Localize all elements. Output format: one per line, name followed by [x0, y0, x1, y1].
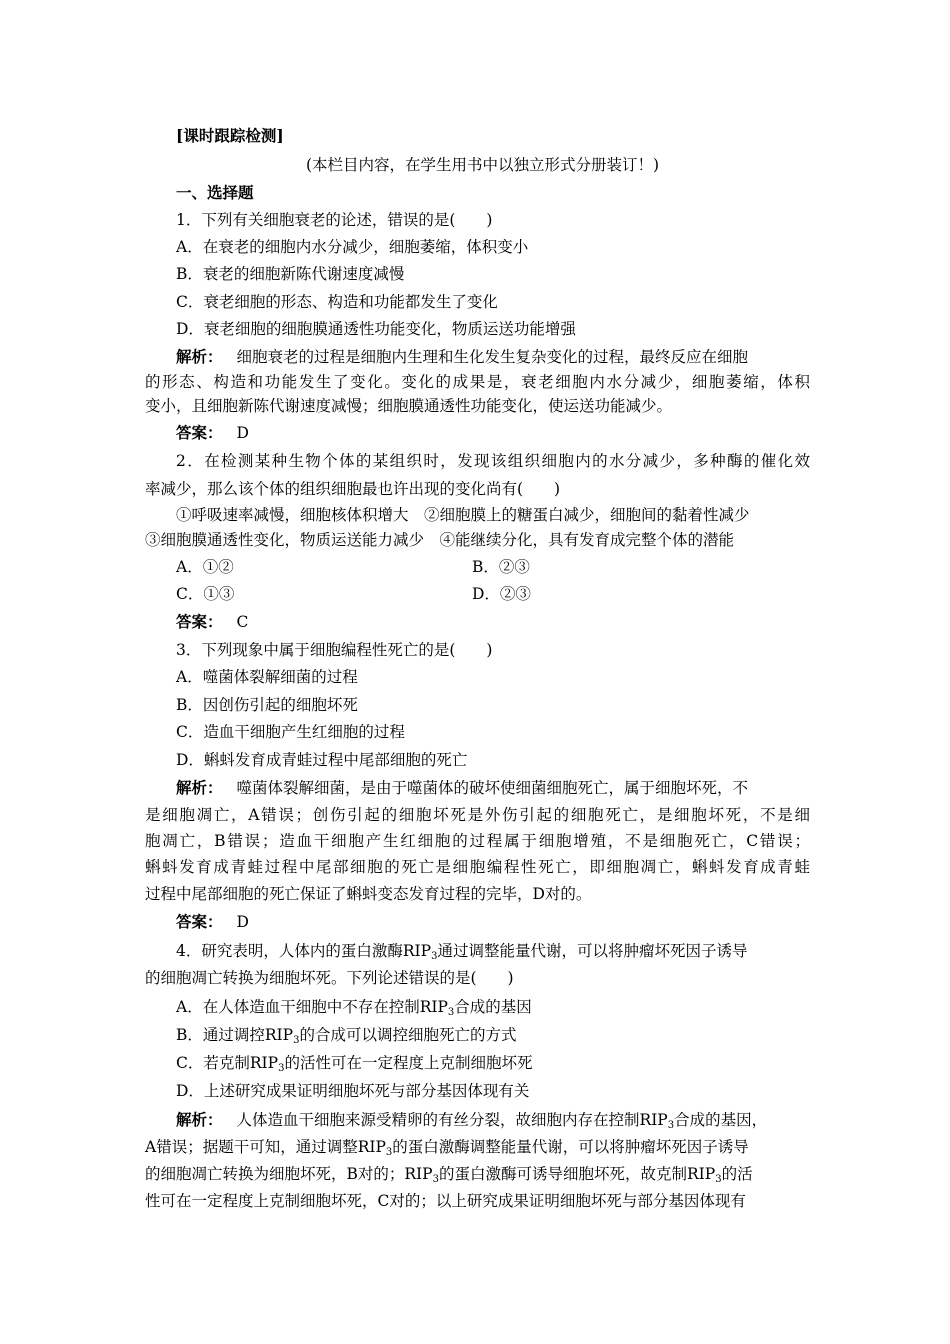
q3-stem: 3．下列现象中属于细胞编程性死亡的是( ) — [176, 641, 493, 659]
q3-option-d: D．蝌蚪发育成青蛙过程中尾部细胞的死亡 — [176, 751, 468, 769]
q4-option-a: A．在人体造血干细胞中不存在控制$RIP_3$合成的基因 — [176, 998, 532, 1018]
q4-option-b: B．通过调控$RIP_3$的合成可以调控细胞死亡的方式 — [176, 1026, 517, 1046]
q1-answer — [176, 423, 841, 443]
q4-analysis-line: 的细胞凋亡转换为细胞坏死，B对的；$RIP_3$的蛋白激酶可诱导细胞坏死，故克制$RIP_3$的活 — [145, 1165, 753, 1185]
q3-option-b: B．因创伤引起的细胞坏死 — [176, 696, 358, 714]
q1-analysis-line: 的形态、构造和功能发生了变化。变化的成果是，衰老细胞内水分减少，细胞萎缩，体积 — [145, 373, 810, 391]
worksheet-title: [课时跟踪检测] — [176, 126, 284, 145]
q4-option-d: D．上述研究成果证明细胞坏死与部分基因体现有关 — [176, 1082, 530, 1100]
analysis-label: 解析： — [176, 1110, 223, 1129]
q1-option-a: A．在衰老的细胞内水分减少，细胞萎缩，体积变小 — [176, 238, 529, 256]
answer-label: 答案： — [176, 912, 223, 931]
q2-option-a: A．①② — [176, 558, 234, 576]
q3-analysis-line: 胞凋亡，B错误；造血干细胞产生红细胞的过程属于细胞增殖，不是细胞死亡，C错误； — [145, 832, 810, 850]
q4-analysis-line: 解析： 人体造血干细胞来源受精卵的有丝分裂，故细胞内存在控制$RIP_3$合成的基因， — [176, 1110, 768, 1131]
analysis-label: 解析： — [176, 347, 223, 366]
q1-option-b: B．衰老的细胞新陈代谢速度减慢 — [176, 265, 405, 283]
answer-label: 答案： — [176, 423, 223, 442]
q2-option-b: B．②③ — [472, 558, 530, 576]
q3-answer — [176, 912, 841, 932]
q3-analysis-line: 蝌蚪发育成青蛙过程中尾部细胞的死亡是细胞编程性死亡，即细胞凋亡，蝌蚪发育成青蛙 — [145, 858, 810, 876]
q2-statement-item: ③细胞膜通透性变化，物质运送能力减少 ④能继续分化，具有发育成完整个体的潜能 — [145, 531, 735, 549]
q1-option-d: D．衰老细胞的细胞膜通透性功能变化，物质运送功能增强 — [176, 320, 576, 338]
q1-stem: 1．下列有关细胞衰老的论述，错误的是( ) — [176, 211, 493, 229]
binding-note: (本栏目内容，在学生用书中以独立形式分册装订！) — [306, 156, 660, 174]
q3-option-a: A．噬菌体裂解细菌的过程 — [176, 668, 358, 686]
q3-analysis-line: 是细胞凋亡，A错误；创伤引起的细胞坏死是外伤引起的细胞死亡，是细胞坏死，不是细 — [145, 806, 810, 824]
q4-stem: 4．研究表明，人体内的蛋白激酶$RIP_3$通过调整能量代谢，可以将肿瘤坏死因子诱导 — [176, 942, 748, 962]
q4-option-c: C．若克制$RIP_3$的活性可在一定程度上克制细胞坏死 — [176, 1054, 533, 1074]
q2-statement-item: ①呼吸速率减慢，细胞核体积增大 ②细胞膜上的糖蛋白减少，细胞间的黏着性减少 — [176, 506, 750, 524]
analysis-label: 解析： — [176, 778, 223, 797]
q3-answer-value: D — [236, 913, 249, 931]
q2-stem: 2．在检测某种生物个体的某组织时，发现该组织细胞内的水分减少，多种酶的催化效 — [176, 452, 810, 470]
q4-analysis-line: A错误；据题干可知，通过调整$RIP_3$的蛋白激酶调整能量代谢，可以将肿瘤坏死因子诱导 — [145, 1138, 749, 1158]
q1-option-c: C．衰老细胞的形态、构造和功能都发生了变化 — [176, 293, 498, 311]
q3-analysis-text: 噬菌体裂解细菌，是由于噬菌体的破坏使细菌细胞死亡，属于细胞坏死，不 — [236, 779, 749, 797]
answer-label: 答案： — [176, 612, 223, 631]
q1-analysis-text: 细胞衰老的过程是细胞内生理和生化发生复杂变化的过程，最终反应在细胞 — [236, 348, 749, 366]
q2-option-c: C．①③ — [176, 585, 235, 603]
q2-stem: 率减少，那么该个体的组织细胞最也许出现的变化尚有( ) — [145, 480, 561, 498]
q1-answer-value: D — [236, 424, 249, 442]
q2-answer-value: C — [236, 613, 249, 631]
q4-stem: 的细胞凋亡转换为细胞坏死。下列论述错误的是( ) — [145, 969, 514, 987]
q3-analysis-line — [176, 778, 810, 798]
q1-analysis-line — [176, 347, 810, 367]
section-heading: 一、选择题 — [176, 183, 254, 202]
q3-option-c: C．造血干细胞产生红细胞的过程 — [176, 723, 405, 741]
q2-answer — [176, 612, 841, 632]
q1-analysis-line: 变小，且细胞新陈代谢速度减慢；细胞膜通透性功能变化，使运送功能减少。 — [145, 397, 673, 415]
q3-analysis-line: 过程中尾部细胞的死亡保证了蝌蚪变态发育过程的完毕，D对的。 — [145, 885, 592, 903]
q2-option-d: D．②③ — [472, 585, 531, 603]
q4-analysis-line: 性可在一定程度上克制细胞坏死，C对的；以上研究成果证明细胞坏死与部分基因体现有 — [145, 1192, 746, 1210]
